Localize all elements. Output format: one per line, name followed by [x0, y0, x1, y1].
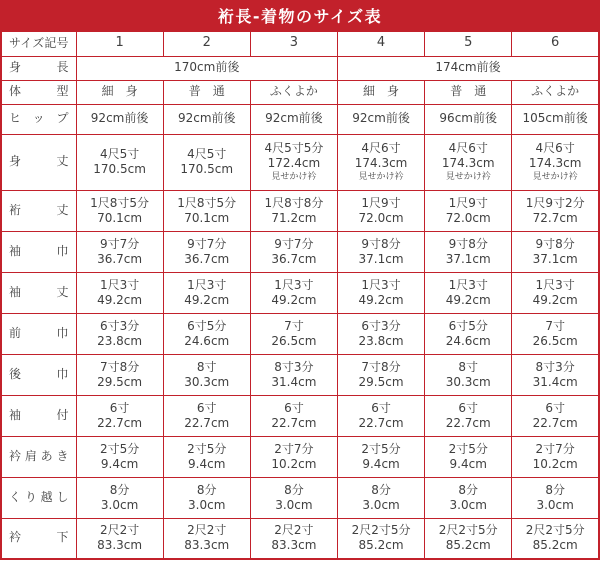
row-label: 袖 丈 — [1, 272, 76, 313]
measurement-cell — [512, 272, 599, 313]
cm-value: 49.2cm — [271, 292, 317, 307]
sun-value: 8寸 — [458, 359, 479, 374]
row-label: 身 丈 — [1, 134, 76, 190]
cm-value: 49.2cm — [358, 292, 404, 307]
sun-value: 6寸3分 — [361, 318, 401, 333]
cm-value: 30.3cm — [445, 374, 491, 389]
row-label: 体 型 — [1, 80, 76, 104]
measurement-cell — [425, 231, 512, 272]
measurement-cell — [425, 518, 512, 559]
measurement-cell — [250, 134, 337, 190]
note-text: 見せかけ衿 — [532, 172, 578, 183]
row-label: 袖 付 — [1, 395, 76, 436]
cm-value: 174.3cm — [354, 156, 408, 171]
measurement-cell — [163, 134, 250, 190]
sun-value: 4尺5寸5分 — [264, 141, 324, 156]
measurement-cell — [337, 477, 424, 518]
sun-value: 6寸 — [458, 400, 479, 415]
measurement-cell — [425, 134, 512, 190]
measurement-cell — [250, 313, 337, 354]
measurement-cell — [163, 436, 250, 477]
measurement-cell — [425, 354, 512, 395]
sun-value: 8分 — [371, 482, 391, 497]
cm-value: 24.6cm — [445, 333, 491, 348]
measurement-cell — [250, 354, 337, 395]
sun-value: 4尺5寸 — [187, 147, 227, 161]
cm-value: 72.7cm — [532, 210, 578, 225]
measurement-row — [1, 231, 599, 272]
height-value-cell: 170cm前後 — [76, 56, 337, 80]
size-code-row — [1, 31, 599, 56]
cm-value: 49.2cm — [97, 292, 143, 307]
cm-value: 3.0cm — [100, 497, 139, 512]
sun-value: 1尺3寸 — [535, 277, 575, 292]
row-label: 衿 下 — [1, 518, 76, 559]
cm-value: 22.7cm — [184, 415, 230, 430]
height-value-cell: 174cm前後 — [337, 56, 599, 80]
measurement-cell — [512, 354, 599, 395]
measurement-cell — [337, 518, 424, 559]
cm-value: 174.3cm — [528, 156, 582, 171]
size-table — [0, 30, 600, 560]
row-label: 衿肩あき — [1, 436, 76, 477]
measurement-cell — [512, 436, 599, 477]
cm-value: 37.1cm — [532, 251, 578, 266]
measurement-cell — [337, 134, 424, 190]
measurement-cell — [250, 436, 337, 477]
measurement-cell — [76, 436, 163, 477]
cm-value: 174.3cm — [441, 156, 495, 171]
measurement-cell — [76, 134, 163, 190]
body-type-cell: 普 通 — [163, 80, 250, 104]
sun-value: 2尺2寸 — [187, 523, 227, 538]
measurement-row — [1, 354, 599, 395]
sun-value: 1尺3寸 — [448, 277, 488, 292]
cm-value: 22.7cm — [358, 415, 404, 430]
sun-value: 9寸8分 — [361, 236, 401, 251]
cm-value: 22.7cm — [271, 415, 317, 430]
sun-value: 2尺2寸5分 — [525, 523, 585, 538]
cm-value: 36.7cm — [184, 251, 230, 266]
measurement-cell — [512, 134, 599, 190]
sun-value: 1尺3寸 — [99, 277, 140, 292]
note-text: 見せかけ衿 — [358, 172, 404, 183]
sun-value: 1尺8寸8分 — [264, 195, 324, 210]
cm-value: 85.2cm — [445, 538, 491, 553]
cm-value: 172.4cm — [267, 156, 321, 171]
measurement-row — [1, 313, 599, 354]
height-row — [1, 56, 599, 80]
sun-value: 6寸5分 — [448, 318, 488, 333]
measurement-cell — [76, 518, 163, 559]
cm-value: 29.5cm — [358, 374, 404, 389]
cm-value: 49.2cm — [532, 292, 578, 307]
measurement-cell — [250, 190, 337, 231]
hip-value-cell: 96cm前後 — [425, 104, 512, 134]
cm-value: 49.2cm — [445, 292, 491, 307]
size-code-cell: 3 — [250, 31, 337, 56]
cm-value: 26.5cm — [271, 333, 317, 348]
cm-value: 36.7cm — [97, 251, 143, 266]
sun-value: 2寸5分 — [361, 441, 401, 456]
cm-value: 83.3cm — [184, 538, 230, 553]
measurement-row — [1, 134, 599, 190]
row-label: 袖 巾 — [1, 231, 76, 272]
row-label: 身 長 — [1, 56, 76, 80]
cm-value: 24.6cm — [184, 333, 230, 348]
cm-value: 70.1cm — [184, 210, 230, 225]
sun-value: 9寸7分 — [187, 236, 227, 251]
size-code-cell: 5 — [425, 31, 512, 56]
measurement-cell — [337, 436, 424, 477]
measurement-cell — [512, 518, 599, 559]
sun-value: 9寸7分 — [274, 236, 314, 251]
hip-value-cell: 92cm前後 — [337, 104, 424, 134]
cm-value: 170.5cm — [93, 162, 146, 176]
cm-value: 10.2cm — [271, 456, 317, 471]
sun-value: 7寸 — [545, 318, 565, 333]
cm-value: 85.2cm — [532, 538, 578, 553]
cm-value: 3.0cm — [536, 497, 574, 512]
sun-value: 2尺2寸5分 — [351, 523, 411, 538]
cm-value: 10.2cm — [532, 456, 578, 471]
row-label: くり越し — [1, 477, 76, 518]
cm-value: 22.7cm — [532, 415, 578, 430]
cm-value: 49.2cm — [184, 292, 230, 307]
measurement-cell — [163, 190, 250, 231]
body-type-row — [1, 80, 599, 104]
page-title: 裄長-着物のサイズ表 — [217, 6, 383, 26]
row-label: サイズ記号 — [1, 31, 76, 56]
sun-value: 6寸 — [545, 400, 565, 415]
body-type-cell: ふくよか — [512, 80, 599, 104]
cm-value: 3.0cm — [362, 497, 400, 512]
cm-value: 29.5cm — [97, 374, 143, 389]
size-code-cell: 1 — [76, 31, 163, 56]
sun-value: 1尺9寸 — [361, 195, 401, 210]
measurement-cell — [425, 190, 512, 231]
cm-value: 170.5cm — [180, 162, 234, 176]
cm-value: 72.0cm — [358, 210, 404, 225]
sun-value: 2寸5分 — [448, 441, 488, 456]
sun-value: 2尺2寸5分 — [438, 523, 498, 538]
measurement-cell — [337, 313, 424, 354]
sun-value: 2寸5分 — [187, 441, 227, 456]
measurement-cell — [76, 395, 163, 436]
cm-value: 83.3cm — [97, 538, 143, 553]
measurement-cell — [163, 518, 250, 559]
cm-value: 9.4cm — [188, 456, 226, 471]
hip-value-cell: 105cm前後 — [512, 104, 599, 134]
measurement-cell — [250, 231, 337, 272]
sun-value: 1尺9寸 — [448, 195, 488, 210]
sun-value: 8分 — [109, 482, 130, 497]
size-code-cell: 6 — [512, 31, 599, 56]
sun-value: 8寸3分 — [535, 359, 575, 374]
body-type-cell: 細 身 — [337, 80, 424, 104]
sun-value: 2寸7分 — [274, 441, 314, 456]
cm-value: 22.7cm — [97, 415, 143, 430]
sun-value: 8分 — [284, 482, 304, 497]
measurement-cell — [163, 395, 250, 436]
cm-value: 83.3cm — [271, 538, 317, 553]
size-table-body — [1, 31, 599, 559]
sun-value: 6寸 — [196, 400, 217, 415]
sun-value: 9寸8分 — [448, 236, 488, 251]
measurement-cell — [163, 477, 250, 518]
sun-value: 2寸7分 — [535, 441, 575, 456]
measurement-cell — [512, 395, 599, 436]
sun-value: 8分 — [545, 482, 565, 497]
sun-value: 9寸8分 — [535, 236, 575, 251]
row-label: 後 巾 — [1, 354, 76, 395]
sun-value: 7寸8分 — [361, 359, 401, 374]
row-label: ヒップ — [1, 104, 76, 134]
cm-value: 3.0cm — [449, 497, 487, 512]
measurement-cell — [76, 272, 163, 313]
sun-value: 4尺5寸 — [99, 147, 140, 161]
cm-value: 37.1cm — [358, 251, 404, 266]
size-code-cell: 2 — [163, 31, 250, 56]
sun-value: 1尺3寸 — [274, 277, 314, 292]
measurement-cell — [250, 477, 337, 518]
sun-value: 4尺6寸 — [535, 141, 575, 156]
measurement-cell — [425, 395, 512, 436]
cm-value: 23.8cm — [97, 333, 143, 348]
cm-value: 37.1cm — [445, 251, 491, 266]
measurement-cell — [163, 231, 250, 272]
measurement-row — [1, 272, 599, 313]
measurement-cell — [512, 190, 599, 231]
cm-value: 22.7cm — [445, 415, 491, 430]
hip-value-cell: 92cm前後 — [163, 104, 250, 134]
note-text: 見せかけ衿 — [271, 172, 317, 183]
cm-value: 31.4cm — [532, 374, 578, 389]
measurement-cell — [425, 436, 512, 477]
sun-value: 8寸 — [196, 359, 217, 374]
measurement-cell — [512, 313, 599, 354]
cm-value: 3.0cm — [275, 497, 313, 512]
sun-value: 6寸 — [284, 400, 304, 415]
sun-value: 7寸 — [284, 318, 304, 333]
measurement-cell — [337, 272, 424, 313]
measurement-cell — [250, 395, 337, 436]
measurement-cell — [76, 231, 163, 272]
sun-value: 6寸3分 — [99, 318, 140, 333]
measurement-row — [1, 477, 599, 518]
measurement-cell — [337, 395, 424, 436]
cm-value: 9.4cm — [449, 456, 487, 471]
measurement-cell — [425, 477, 512, 518]
measurement-cell — [337, 190, 424, 231]
size-code-cell: 4 — [337, 31, 424, 56]
measurement-cell — [163, 354, 250, 395]
cm-value: 36.7cm — [271, 251, 317, 266]
cm-value: 31.4cm — [271, 374, 317, 389]
measurement-cell — [425, 272, 512, 313]
measurement-row — [1, 436, 599, 477]
sun-value: 6寸 — [371, 400, 391, 415]
hip-value-cell: 92cm前後 — [250, 104, 337, 134]
sun-value: 8分 — [196, 482, 217, 497]
cm-value: 70.1cm — [97, 210, 143, 225]
sun-value: 1尺3寸 — [361, 277, 401, 292]
sun-value: 2尺2寸 — [99, 523, 140, 538]
measurement-cell — [425, 313, 512, 354]
sun-value: 6寸 — [109, 400, 130, 415]
cm-value: 71.2cm — [271, 210, 317, 225]
measurement-cell — [337, 354, 424, 395]
sun-value: 2寸5分 — [99, 441, 140, 456]
sun-value: 4尺6寸 — [361, 141, 401, 156]
measurement-row — [1, 395, 599, 436]
sun-value: 8寸3分 — [274, 359, 314, 374]
body-type-cell: 普 通 — [425, 80, 512, 104]
sun-value: 9寸7分 — [99, 236, 140, 251]
sun-value: 7寸8分 — [99, 359, 140, 374]
measurement-row — [1, 190, 599, 231]
measurement-cell — [512, 231, 599, 272]
sun-value: 1尺3寸 — [187, 277, 227, 292]
row-label: 裄 丈 — [1, 190, 76, 231]
measurement-cell — [163, 313, 250, 354]
sun-value: 2尺2寸 — [274, 523, 314, 538]
measurement-cell — [76, 477, 163, 518]
sun-value: 1尺9寸2分 — [525, 195, 585, 210]
body-type-cell: 細 身 — [76, 80, 163, 104]
hip-row — [1, 104, 599, 134]
measurement-cell — [250, 272, 337, 313]
sun-value: 1尺8寸5分 — [90, 195, 150, 210]
measurement-cell — [76, 354, 163, 395]
note-text: 見せかけ衿 — [445, 172, 491, 183]
sun-value: 8分 — [458, 482, 479, 497]
cm-value: 9.4cm — [362, 456, 400, 471]
sun-value: 4尺6寸 — [448, 141, 488, 156]
measurement-cell — [76, 313, 163, 354]
cm-value: 3.0cm — [188, 497, 226, 512]
measurement-cell — [337, 231, 424, 272]
measurement-row — [1, 518, 599, 559]
sun-value: 6寸5分 — [187, 318, 227, 333]
row-label: 前 巾 — [1, 313, 76, 354]
body-type-cell: ふくよか — [250, 80, 337, 104]
sun-value: 1尺8寸5分 — [177, 195, 237, 210]
measurement-cell — [512, 477, 599, 518]
cm-value: 26.5cm — [532, 333, 578, 348]
measurement-cell — [250, 518, 337, 559]
measurement-cell — [76, 190, 163, 231]
cm-value: 85.2cm — [358, 538, 404, 553]
cm-value: 30.3cm — [184, 374, 230, 389]
cm-value: 9.4cm — [100, 456, 139, 471]
cm-value: 72.0cm — [445, 210, 491, 225]
title-bar — [0, 0, 600, 30]
measurement-cell — [163, 272, 250, 313]
hip-value-cell: 92cm前後 — [76, 104, 163, 134]
cm-value: 23.8cm — [358, 333, 404, 348]
